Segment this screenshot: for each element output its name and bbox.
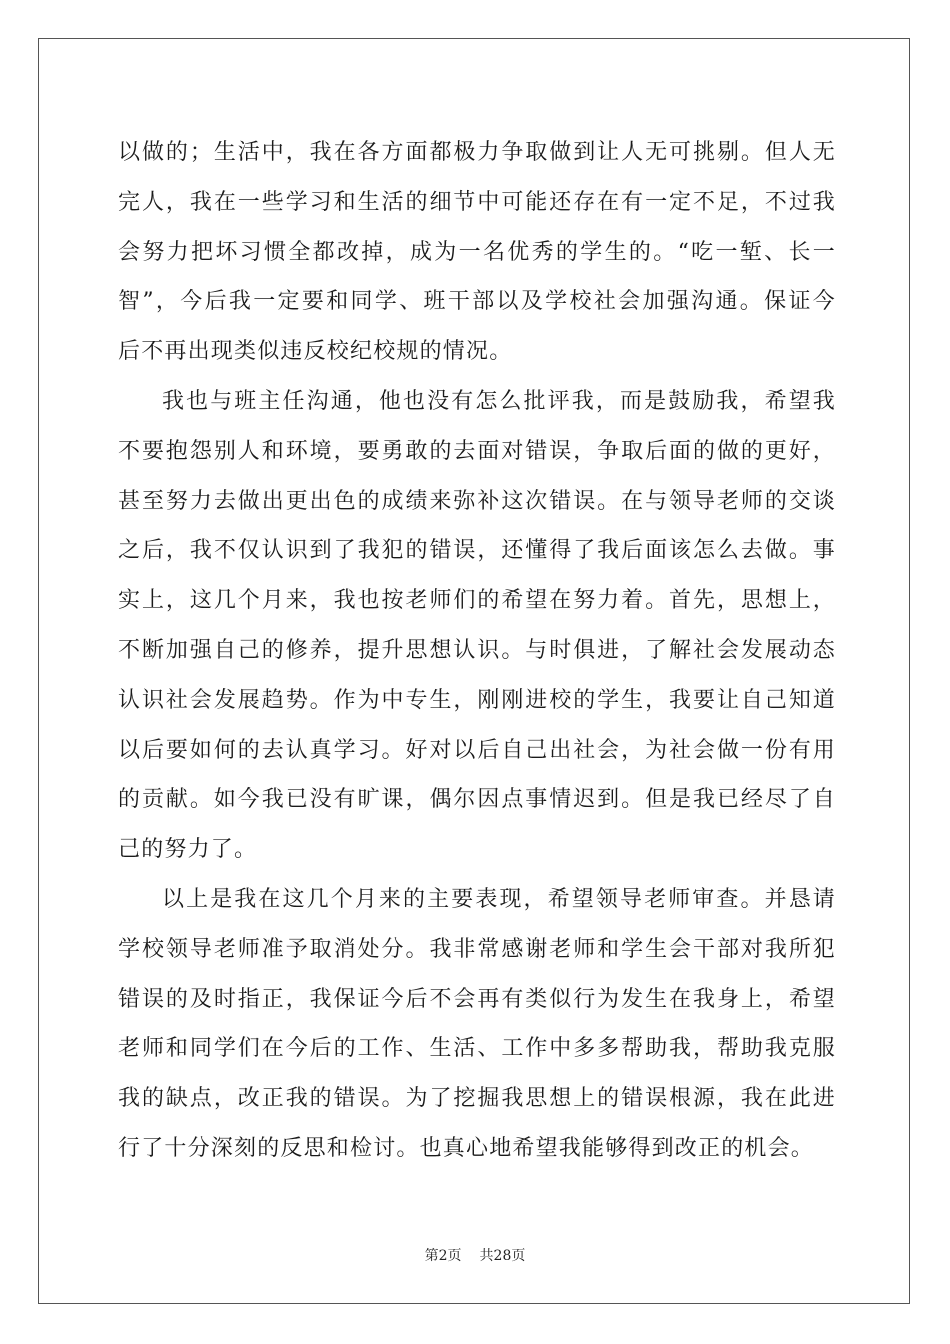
text-line: 的贡献。如今我已没有旷课，偶尔因点事情迟到。但是我已经尽了自 — [118, 787, 836, 813]
page-footer — [0, 1245, 950, 1265]
text-line: 后不再出现类似违反校纪校规的情况。 — [118, 339, 513, 365]
text-line: 以上是我在这几个月来的主要表现，希望领导老师审查。并恳请 — [162, 886, 836, 912]
text-line: 认识社会发展趋势。作为中专生，刚刚进校的学生，我要让自己知道 — [118, 687, 836, 713]
text-line: 智”，今后我一定要和同学、班干部以及学校社会加强沟通。保证今 — [118, 289, 836, 315]
text-line: 实上，这几个月来，我也按老师们的希望在努力着。首先，思想上， — [118, 588, 836, 614]
paragraph — [118, 377, 836, 875]
text-line: 学校领导老师准予取消处分。我非常感谢老师和学生会干部对我所犯 — [118, 936, 836, 962]
text-line: 己的努力了。 — [118, 837, 258, 863]
page-number: 第2页 — [424, 1248, 462, 1264]
text-line: 我也与班主任沟通，他也没有怎么批评我，而是鼓励我，希望我 — [162, 388, 836, 414]
text-line: 完人，我在一些学习和生活的细节中可能还存在有一定不足，不过我 — [118, 189, 836, 215]
text-line: 以做的；生活中，我在各方面都极力争取做到让人无可挑剔。但人无 — [118, 140, 836, 165]
text-line: 会努力把坏习惯全都改掉，成为一名优秀的学生的。“吃一堑、长一 — [118, 239, 836, 265]
page-total: 共28页 — [479, 1248, 526, 1264]
text-line: 我的缺点，改正我的错误。为了挖掘我思想上的错误根源，我在此进 — [118, 1086, 836, 1112]
text-line: 不断加强自己的修养，提升思想认识。与时俱进，了解社会发展动态 — [118, 637, 836, 663]
text-line: 错误的及时指正，我保证今后不会再有类似行为发生在我身上，希望 — [118, 986, 836, 1012]
paragraph — [118, 875, 836, 1174]
text-line: 老师和同学们在今后的工作、生活、工作中多多帮助我，帮助我克服 — [118, 1036, 836, 1062]
text-line: 不要抱怨别人和环境，要勇敢的去面对错误，争取后面的做的更好， — [118, 438, 836, 464]
text-line: 甚至努力去做出更出色的成绩来弥补这次错误。在与领导老师的交谈 — [118, 488, 836, 514]
paragraph — [118, 128, 836, 377]
text-line: 行了十分深刻的反思和检讨。也真心地希望我能够得到改正的机会。 — [118, 1135, 815, 1161]
text-line: 之后，我不仅认识到了我犯的错误，还懂得了我后面该怎么去做。事 — [118, 538, 836, 564]
document-body — [118, 128, 836, 1174]
text-line: 以后要如何的去认真学习。好对以后自己出社会，为社会做一份有用 — [118, 737, 836, 763]
